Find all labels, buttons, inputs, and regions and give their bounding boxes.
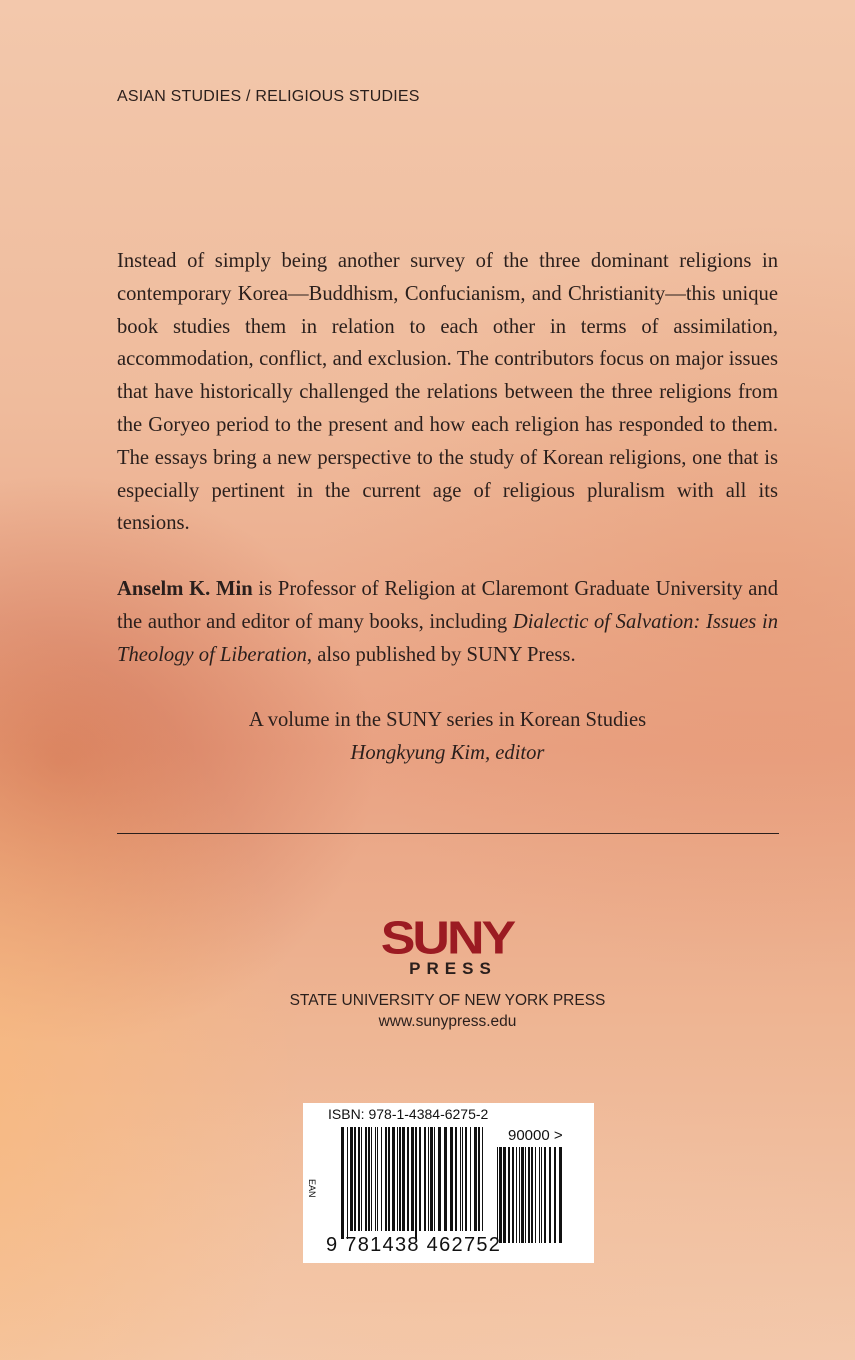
barcode-bar: [341, 1127, 344, 1239]
barcode-bar: [375, 1127, 376, 1231]
barcode-bar: [521, 1147, 524, 1243]
barcode-bar: [512, 1147, 514, 1243]
suny-press-logo: [366, 913, 528, 979]
barcode-bar: [350, 1127, 353, 1231]
barcode-bar: [450, 1127, 453, 1231]
divider-rule: [117, 833, 779, 834]
barcode-bar: [424, 1127, 426, 1231]
bio-text-end: , also published by SUNY Press.: [306, 643, 576, 666]
barcode-bar: [354, 1127, 356, 1231]
barcode-bar: [470, 1127, 471, 1231]
barcode-bar: [365, 1127, 367, 1231]
publisher-name: STATE UNIVERSITY OF NEW YORK PRESS: [289, 992, 606, 1009]
barcode-bar: [519, 1147, 520, 1243]
barcode-bar: [388, 1127, 390, 1231]
barcode-bar: [559, 1147, 562, 1243]
barcode-bar: [535, 1147, 536, 1243]
barcode-bar: [544, 1147, 546, 1243]
barcode-bar: [482, 1127, 483, 1231]
barcode-bar: [368, 1127, 370, 1231]
barcode-bar: [381, 1127, 382, 1231]
barcode-bar: [503, 1147, 506, 1243]
barcode-bar: [361, 1127, 362, 1231]
publisher-info: [200, 990, 695, 1032]
barcode-bar: [455, 1127, 457, 1231]
barcode-bar: [554, 1147, 556, 1243]
barcode-bar: [474, 1127, 477, 1231]
barcode-bar: [430, 1127, 433, 1231]
subject-category: ASIAN STUDIES / RELIGIOUS STUDIES: [117, 88, 420, 105]
author-bio: [117, 573, 778, 671]
barcode-bar: [397, 1127, 398, 1231]
barcode-bar: [444, 1127, 447, 1231]
barcode-bar: [549, 1147, 551, 1243]
book-description: Instead of simply being another survey of the three dominant religions in contemporary Korea—Buddhism, Confucianism, and Christianity—this unique book studies them in relation to each other in terms of assimilation, accommodation, conflict, and exclusion. The contributors focus on major issues that have historically challenged the relations between the three religions from the Goryeo period to the present and how each religion has responded to them. The essays bring a new perspective to the study of Korean religions, one that is especially pertinent in the current age of religious pluralism with all its tensions.: [117, 250, 778, 535]
barcode-bar: [377, 1127, 378, 1231]
price-code: 90000 >: [508, 1127, 563, 1144]
publisher-website: www.sunypress.edu: [378, 1013, 517, 1030]
barcode-bar: [407, 1127, 409, 1231]
series-editor: Hongkyung Kim, editor: [350, 741, 545, 764]
isbn-label: ISBN: 978-1-4384-6275-2: [328, 1106, 489, 1122]
ean-label: EAN: [307, 1179, 317, 1198]
barcode-bar: [385, 1127, 387, 1231]
barcode-bar: [478, 1127, 480, 1231]
barcode-bar: [358, 1127, 360, 1231]
barcode-bar: [438, 1127, 441, 1231]
barcode-bar: [392, 1127, 395, 1231]
series-line: A volume in the SUNY series in Korean Studies: [248, 709, 647, 731]
ean-number: 9 781438 462752: [326, 1234, 502, 1256]
barcode-bar: [460, 1127, 461, 1231]
barcode-bar: [516, 1147, 517, 1243]
barcode-bar: [347, 1127, 348, 1239]
author-name: Anselm K. Min: [117, 578, 253, 600]
barcode-bar: [434, 1127, 435, 1231]
barcode-bar: [402, 1127, 405, 1231]
logo-suny-wordmark: SUNY: [380, 911, 514, 965]
other-book-title: Dialectic of Salvation: Issues in Theology of Liberation: [117, 610, 778, 666]
isbn-barcode-block: [303, 1103, 594, 1263]
barcode-bar: [497, 1147, 498, 1243]
bio-text: is Professor of Religion at Claremont Graduate University and the author and editor of many books, including: [117, 578, 778, 633]
barcode-bar: [525, 1147, 526, 1243]
barcode-bar: [465, 1127, 467, 1231]
logo-press-wordmark: PRESS: [409, 959, 497, 978]
barcode-bar: [541, 1147, 542, 1243]
barcode-bar: [539, 1147, 540, 1243]
barcode-bar: [531, 1147, 533, 1243]
barcode-bar: [462, 1127, 463, 1231]
series-info: [117, 704, 778, 770]
barcode-bar: [411, 1127, 414, 1231]
barcode-bar: [371, 1127, 372, 1231]
barcode-bar: [399, 1127, 401, 1231]
barcode-bar: [419, 1127, 421, 1231]
barcode-bar: [415, 1127, 417, 1239]
barcode-bar: [499, 1147, 502, 1243]
barcode-bar: [528, 1147, 530, 1243]
barcode-bar: [428, 1127, 429, 1231]
barcode-bar: [508, 1147, 510, 1243]
